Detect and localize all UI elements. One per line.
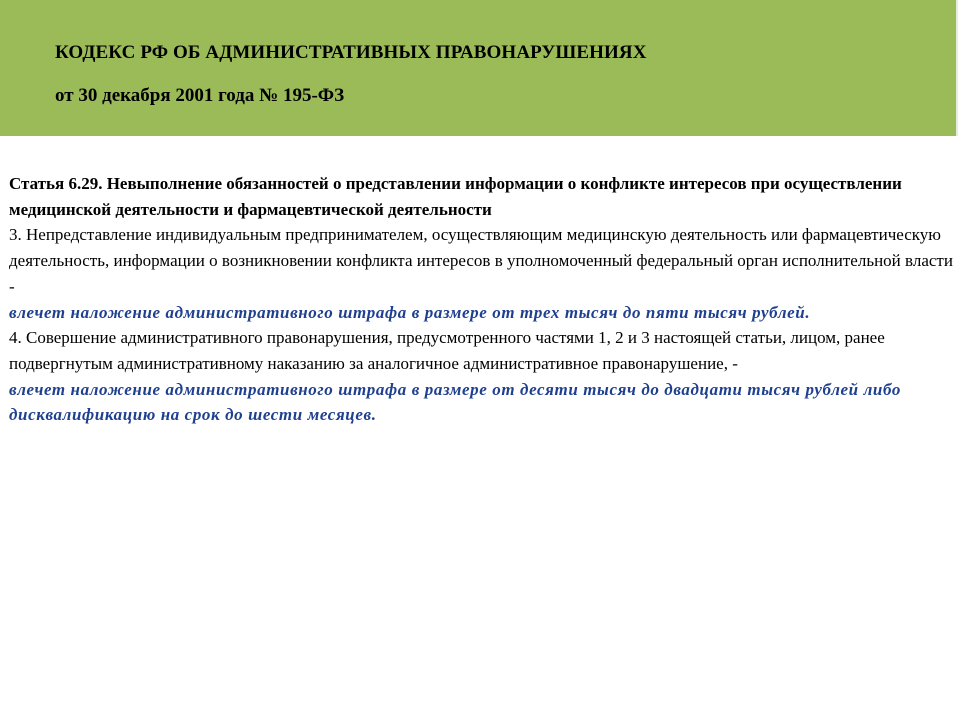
part-3-penalty: влечет наложение административного штрафа в размере от трех тысяч до пяти тысяч рублей. [9,302,811,322]
code-title: КОДЕКС РФ ОБ АДМИНИСТРАТИВНЫХ ПРАВОНАРУШЕНИЯХ [55,42,647,63]
article-body [9,171,954,428]
header-banner [0,0,958,136]
part-3-text: 3. Непредставление индивидуальным предпринимателем, осуществляющим медицинскую деятельность или фармацевтическую деятельность, информации о возникновении конфликта интересов в уполномоченный федеральный орган исполнительной власти - [9,225,953,296]
code-date-number: от 30 декабря 2001 года № 195-ФЗ [55,85,345,106]
part-4-penalty: влечет наложение административного штрафа в размере от десяти тысяч до двадцати тысяч рублей либо дисквалификацию на срок до шести месяцев. [9,379,901,425]
part-4-text: 4. Совершение административного правонарушения, предусмотренного частями 1, 2 и 3 настоящей статьи, лицом, ранее подвергнутым административному наказанию за аналогичное административное правонарушение, - [9,328,885,373]
article-heading: Статья 6.29. Невыполнение обязанностей о представлении информации о конфликте интересов при осуществлении медицинской деятельности и фармацевтической деятельности [9,174,902,219]
